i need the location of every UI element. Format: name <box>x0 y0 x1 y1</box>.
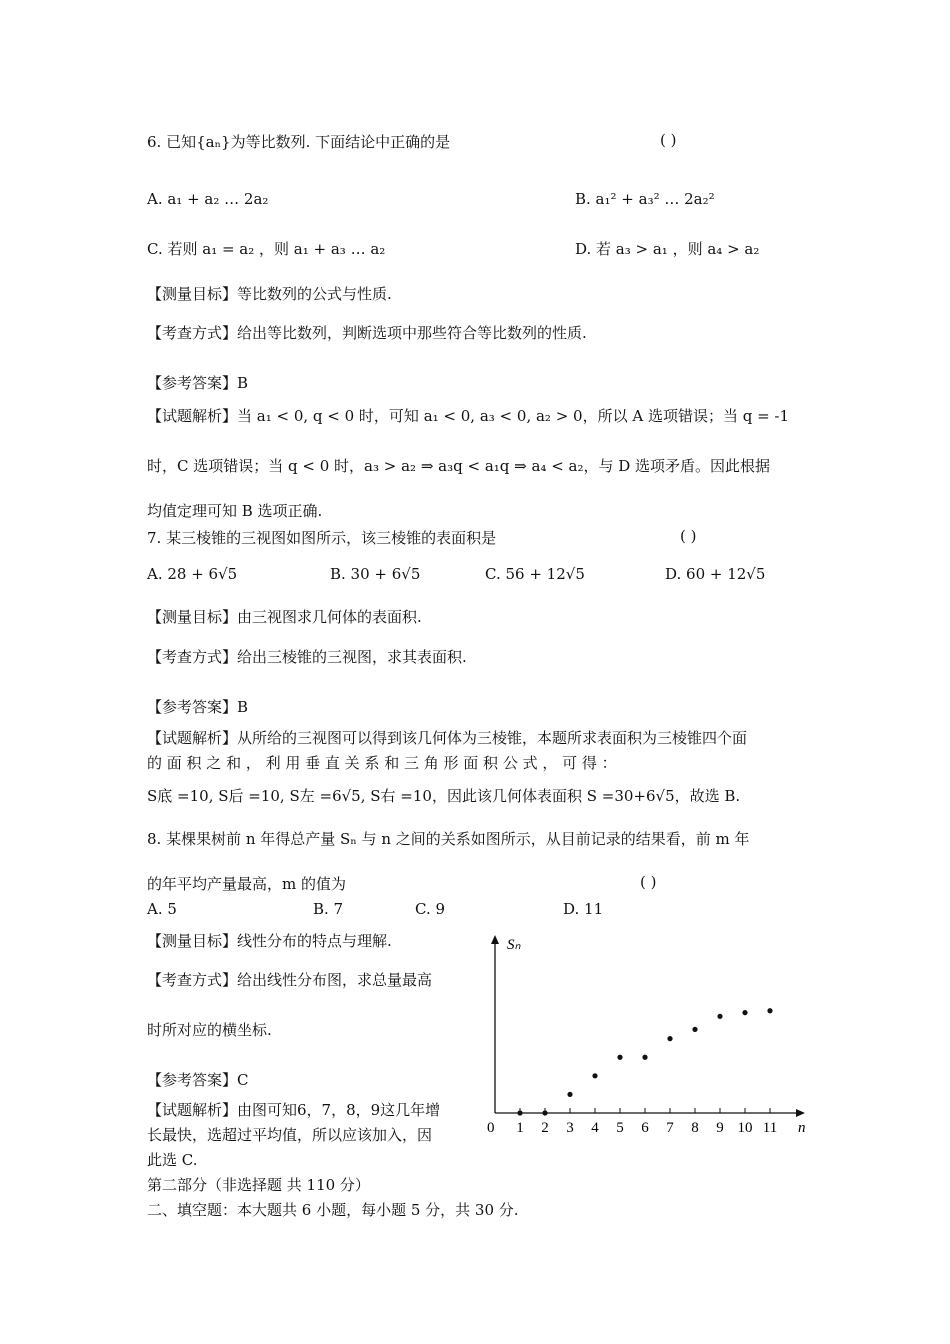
chart-ticks <box>516 1108 777 1136</box>
q8-analysis-line-2: 长最快，选超过平均值，所以应该加入，因 <box>147 1126 433 1144</box>
x-tick-label: 6 <box>641 1120 649 1136</box>
data-point <box>642 1055 647 1060</box>
x-tick-label: 8 <box>691 1120 699 1136</box>
x-axis-arrow <box>796 1109 805 1117</box>
q8-option-b: B. 7 <box>313 900 344 918</box>
q7-option-b: B. 30 + 6√5 <box>330 565 421 583</box>
q8-option-a: A. 5 <box>147 900 177 918</box>
x-tick-label: 7 <box>666 1120 674 1136</box>
q6-answer: 【参考答案】B <box>147 374 249 392</box>
q8-analysis-line-1: 【试题解析】由图可知6，7，8，9这几年增 <box>147 1101 441 1119</box>
q8-answer: 【参考答案】C <box>147 1071 249 1089</box>
data-point <box>567 1092 572 1097</box>
data-point <box>542 1110 547 1115</box>
part2-title: 第二部分（非选择题 共 110 分） <box>147 1176 370 1194</box>
x-axis-label: n <box>798 1120 806 1136</box>
chart-points <box>517 1008 772 1115</box>
q6-option-b: B. a₁² + a₃² … 2a₂² <box>575 190 715 208</box>
q7-analysis-line-2: 的 面 积 之 和 ， 利 用 垂 直 关 系 和 三 角 形 面 积 公 式 ， 可 得 ： <box>147 754 617 772</box>
q7-answer-paren: ( ) <box>680 527 697 545</box>
x-tick-label: 9 <box>716 1120 724 1136</box>
q7-answer: 【参考答案】B <box>147 698 249 716</box>
q8-option-d: D. 11 <box>563 900 604 918</box>
q7-option-a: A. 28 + 6√5 <box>147 565 238 583</box>
q7-analysis-line-3: S底 =10, S后 =10, S左 =6√5, S右 =10，因此该几何体表面积 S =30+6√5，故选 B. <box>147 787 741 805</box>
q7-option-d: D. 60 + 12√5 <box>665 565 766 583</box>
q8-method-line-1: 【考查方式】给出线性分布图，求总量最高 <box>147 971 433 989</box>
data-point <box>742 1010 747 1015</box>
data-point <box>767 1008 772 1013</box>
data-point <box>617 1055 622 1060</box>
data-point <box>592 1073 597 1078</box>
q7-stem: 7. 某三棱锥的三视图如图所示，该三棱锥的表面积是 <box>147 529 497 547</box>
q8-method-line-2: 时所对应的横坐标. <box>147 1021 272 1039</box>
q6-target: 【测量目标】等比数列的公式与性质. <box>147 285 392 303</box>
data-point <box>667 1036 672 1041</box>
q6-stem: 6. 已知{aₙ}为等比数列. 下面结论中正确的是 <box>147 133 451 151</box>
x-tick-label: 5 <box>616 1120 624 1136</box>
q6-analysis-line-1: 【试题解析】当 a₁ < 0, q < 0 时，可知 a₁ < 0, a₃ < 0, a₂ > 0，所以 A 选项错误；当 q = -1 <box>147 407 790 425</box>
q8-stem-line-2: 的年平均产量最高，m 的值为 <box>147 875 346 893</box>
q7-method: 【考查方式】给出三棱锥的三视图，求其表面积. <box>147 648 467 666</box>
q6-analysis-line-3: 均值定理可知 B 选项正确. <box>147 502 323 520</box>
x-tick-label: 3 <box>566 1120 574 1136</box>
q6-answer-paren: ( ) <box>660 131 677 149</box>
q7-analysis-line-1: 【试题解析】从所给的三视图可以得到该几何体为三棱锥，本题所求表面积为三棱锥四个面 <box>147 729 748 747</box>
y-axis-arrow <box>491 935 499 944</box>
q6-option-c: C. 若则 a₁ = a₂ ，则 a₁ + a₃ … a₂ <box>147 240 386 258</box>
q7-target: 【测量目标】由三视图求几何体的表面积. <box>147 608 422 626</box>
q6-option-d: D. 若 a₃ > a₁ ，则 a₄ > a₂ <box>575 240 760 258</box>
q6-option-a: A. a₁ + a₂ … 2a₂ <box>147 190 269 208</box>
origin-label: 0 <box>487 1120 495 1136</box>
q7-option-c: C. 56 + 12√5 <box>485 565 585 583</box>
x-tick-label: 1 <box>516 1120 524 1136</box>
part2-fill-in-heading: 二、填空题：本大题共 6 小题，每小题 5 分，共 30 分. <box>147 1201 519 1219</box>
q8-answer-paren: ( ) <box>640 873 657 891</box>
data-point <box>692 1027 697 1032</box>
q6-method: 【考查方式】给出等比数列，判断选项中那些符合等比数列的性质. <box>147 324 587 342</box>
x-tick-label: 11 <box>762 1120 778 1136</box>
x-tick-label: 2 <box>541 1120 549 1136</box>
q8-stem: 8. 某棵果树前 n 年得总产量 Sₙ 与 n 之间的关系如图所示，从目前记录的结果看，前 m 年 <box>147 830 750 848</box>
q6-analysis-line-2: 时，C 选项错误；当 q < 0 时，a₃ > a₂ ⇒ a₃q < a₁q ⇒ a₄ < a₂，与 D 选项矛盾。因此根据 <box>147 457 771 475</box>
chart-axes <box>487 935 806 1136</box>
data-point <box>717 1014 722 1019</box>
x-tick-label: 10 <box>737 1120 753 1136</box>
q8-target: 【测量目标】线性分布的特点与理解. <box>147 932 392 950</box>
x-tick-label: 4 <box>591 1120 599 1136</box>
y-axis-label: Sₙ <box>507 937 521 953</box>
data-point <box>517 1110 522 1115</box>
q8-analysis-line-3: 此选 C. <box>147 1151 198 1169</box>
sn-scatter-chart <box>478 925 818 1140</box>
q8-option-c: C. 9 <box>415 900 446 918</box>
